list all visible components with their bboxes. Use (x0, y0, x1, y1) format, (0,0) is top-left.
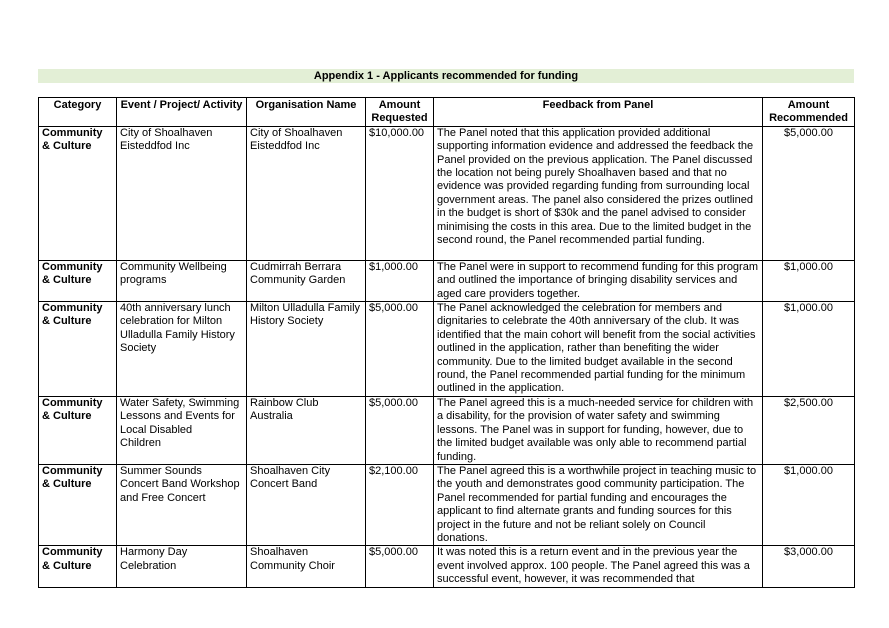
cell-event: Water Safety, Swimming Lessons and Events for Local Disabled Children (117, 396, 247, 464)
funding-table (38, 97, 855, 588)
header-event: Event / Project/ Activity (117, 98, 247, 127)
cell-event: Community Wellbeing programs (117, 260, 247, 301)
cell-organisation: Shoalhaven Community Choir (247, 546, 366, 587)
header-category: Category (39, 98, 117, 127)
header-feedback: Feedback from Panel (434, 98, 763, 127)
cell-amount-requested: $5,000.00 (366, 396, 434, 464)
table-row (39, 260, 855, 301)
table-row (39, 126, 855, 260)
cell-organisation: Milton Ulladulla Family History Society (247, 302, 366, 397)
cell-amount-requested: $5,000.00 (366, 302, 434, 397)
cell-amount-recommended: $1,000.00 (763, 260, 855, 301)
cell-organisation: City of Shoalhaven Eisteddfod Inc (247, 126, 366, 260)
cell-feedback: It was noted this is a return event and in the previous year the event involved approx. 100 people. The Panel agreed this was a successful event, however, it was recommended that (434, 546, 763, 587)
header-organisation: Organisation Name (247, 98, 366, 127)
cell-feedback: The Panel agreed this is a much-needed service for children with a disability, for the provision of water safety and swimming lessons. The Panel was in support for funding, however, due to the limited budget available was only able to recommend partial funding. (434, 396, 763, 464)
cell-feedback: The Panel acknowledged the celebration for members and dignitaries to celebrate the 40th anniversary of the club. It was identified that the main cohort will benefit from the social activities outlined in the application, rather than benefiting the wider community. Due to the limited budget available in the second round, the Panel recommended partial funding for the minimum outlined in the application. (434, 302, 763, 397)
header-amount-recommended: Amount Recommended (763, 98, 855, 127)
cell-organisation: Cudmirrah Berrara Community Garden (247, 260, 366, 301)
cell-event: 40th anniversary lunch celebration for Milton Ulladulla Family History Society (117, 302, 247, 397)
cell-feedback: The Panel agreed this is a worthwhile project in teaching music to the youth and demonstrates good community participation. The Panel recommended for partial funding and encourages the applicant to find alternate grants and funding sources for this project in the future and not be reliant solely on Council donations. (434, 464, 763, 545)
cell-amount-recommended: $1,000.00 (763, 302, 855, 397)
cell-amount-recommended: $1,000.00 (763, 464, 855, 545)
cell-feedback: The Panel noted that this application provided additional supporting information evidence and addressed the feedback the Panel provided on the previous application. The Panel discussed the location not being purely Shoalhaven based and that no evidence was provided regarding funding from surrounding local government areas. The panel also considered the prizes outlined in the budget is short of $30k and the panel advised to consider minimising the costs in this area. Due to the limited budget in the second round, the Panel recommended partial funding. (434, 126, 763, 260)
cell-feedback: The Panel were in support to recommend funding for this program and outlined the importance of bringing disability services and aged care providers together. (434, 260, 763, 301)
cell-amount-recommended: $2,500.00 (763, 396, 855, 464)
cell-amount-requested: $1,000.00 (366, 260, 434, 301)
cell-event: Summer Sounds Concert Band Workshop and Free Concert (117, 464, 247, 545)
table-row (39, 302, 855, 397)
cell-organisation: Rainbow Club Australia (247, 396, 366, 464)
header-amount-requested: Amount Requested (366, 98, 434, 127)
cell-amount-requested: $2,100.00 (366, 464, 434, 545)
cell-event: Harmony Day Celebration (117, 546, 247, 587)
table-header-row (39, 98, 855, 127)
cell-category: Community & Culture (39, 546, 117, 587)
cell-amount-recommended: $5,000.00 (763, 126, 855, 260)
cell-amount-recommended: $3,000.00 (763, 546, 855, 587)
cell-amount-requested: $10,000.00 (366, 126, 434, 260)
cell-category: Community & Culture (39, 260, 117, 301)
cell-organisation: Shoalhaven City Concert Band (247, 464, 366, 545)
cell-event: City of Shoalhaven Eisteddfod Inc (117, 126, 247, 260)
cell-category: Community & Culture (39, 302, 117, 397)
table-row (39, 464, 855, 545)
cell-amount-requested: $5,000.00 (366, 546, 434, 587)
page-title: Appendix 1 - Applicants recommended for funding (38, 69, 854, 83)
table-row (39, 396, 855, 464)
table-row (39, 546, 855, 587)
cell-category: Community & Culture (39, 464, 117, 545)
cell-category: Community & Culture (39, 396, 117, 464)
cell-category: Community & Culture (39, 126, 117, 260)
